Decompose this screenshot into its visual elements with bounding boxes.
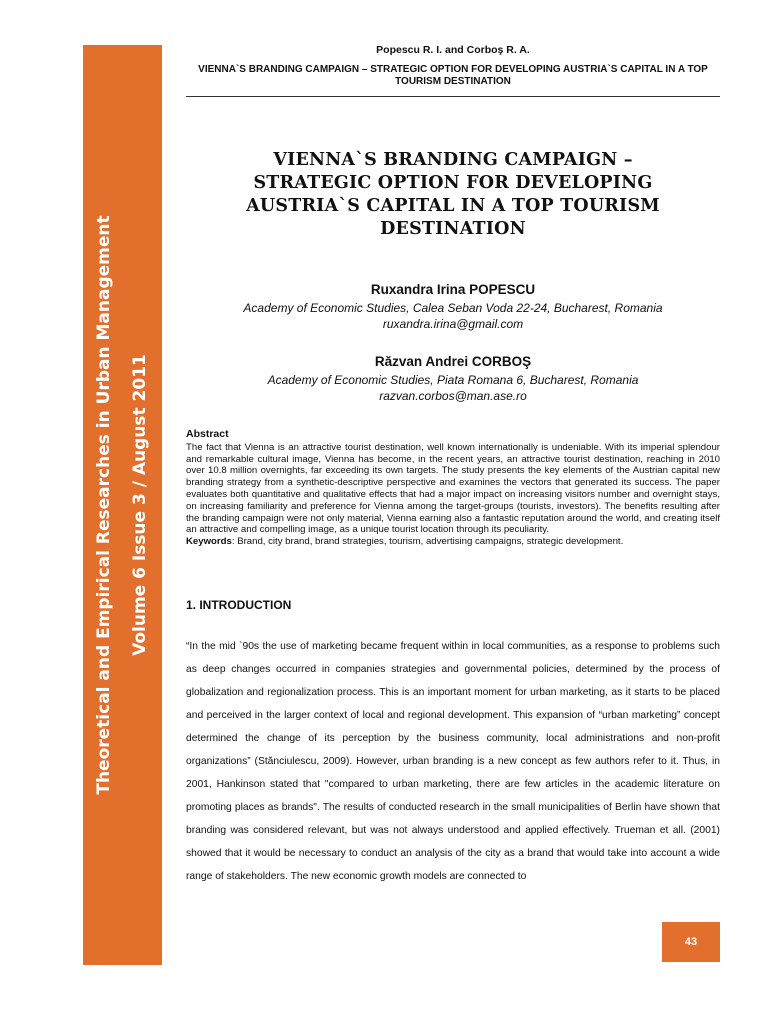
title-line: DESTINATION (380, 219, 526, 239)
section-body: “In the mid `90s the use of marketing became frequent within in local communities, as a response to problems such as deep changes occurred in companies strategies and governmental policies, determined by the process of globalization and regionalization process. This is an important moment for urban marketing, as it starts to be placed and perceived in the larger context of local and regional development. This expansion of “urban marketing” concept determined the change of its perception by the business community, local administrations and non-profit organizations” (Stănciulescu, 2009). However, urban branding is a new concept as few authors refer to it. Thus, in 2001, Hankinson stated that "compared to urban marketing, there are few articles in the academic literature on promoting places as brands". The results of conducted research in the small municipalities of Berlin have shown that branding was considered relevant, but was not always understood and applied effectively. Trueman et all. (2001) showed that it would be necessary to conduct an analysis of the city as a brand that would take into account a wide range of stakeholders. The new economic growth models are connected to (186, 641, 720, 882)
author-email: ruxandra.irina@gmail.com (382, 317, 524, 331)
author-affiliation: Academy of Economic Studies, Calea Seban Voda 22-24, Bucharest, Romania (243, 301, 663, 315)
keywords-text: : Brand, city brand, brand strategies, tourism, advertising campaigns, strategic development. (231, 536, 624, 548)
author-affiliation: Academy of Economic Studies, Piata Romana 6, Bucharest, Romania (267, 373, 639, 387)
paper-title (186, 149, 720, 241)
keywords (186, 536, 720, 548)
abstract-text: The fact that Vienna is an attractive tourist destination, well known internationally is undeniable. With its imperial splendour and remarkable cultural image, Vienna has become, in the recent years, an attractive tourist destination, reaching in 2010 over 10.8 million overnights, far exceeding its own targets. The study presents the key elements of the Austrian capital new branding strategy from a synthetic-descriptive perspective and examines the vectors that generated its success. The paper evaluates both quantitative and qualitative effects that had a major impact on increasing visitors number and overnight stays, on increasing familiarity and preference for Vienna among the target-groups (tourists, investors). The benefits resulting after the branding campaign were not only material, Vienna earning also a fantastic reputation around the world, and creating itself an attractive and compelling image, as a unique tourist location through its peculiarity. (186, 441, 720, 536)
keywords-label: Keywords (186, 536, 232, 548)
title-line: STRATEGIC OPTION FOR DEVELOPING (253, 173, 653, 193)
author-name: Ruxandra Irina POPESCU (370, 282, 536, 297)
header-running-title: VIENNA`S BRANDING CAMPAIGN – STRATEGIC OPTION FOR DEVELOPING AUSTRIA`S CAPITAL IN A TOP TOURISM DESTINATION (198, 64, 708, 87)
page-number: 43 (662, 922, 720, 962)
section-heading: 1. INTRODUCTION (186, 598, 292, 612)
journal-sidebar-text (86, 55, 158, 955)
title-line: AUSTRIA`S CAPITAL IN A TOP TOURISM (246, 196, 660, 216)
author-block-2 (186, 354, 720, 404)
author-name: Răzvan Andrei CORBOŞ (374, 354, 532, 369)
running-header (186, 44, 720, 97)
abstract-heading: Abstract (186, 428, 229, 440)
abstract-section (186, 429, 720, 548)
journal-issue: Volume 6 Issue 3 / August 2011 (130, 354, 150, 656)
title-line: VIENNA`S BRANDING CAMPAIGN – (273, 150, 633, 170)
author-block-1 (186, 282, 720, 332)
author-email: razvan.corbos@man.ase.ro (379, 389, 527, 403)
header-authors: Popescu R. I. and Corboş R. A. (376, 44, 530, 56)
journal-title: Theoretical and Empirical Researches in Urban Management (94, 215, 114, 795)
